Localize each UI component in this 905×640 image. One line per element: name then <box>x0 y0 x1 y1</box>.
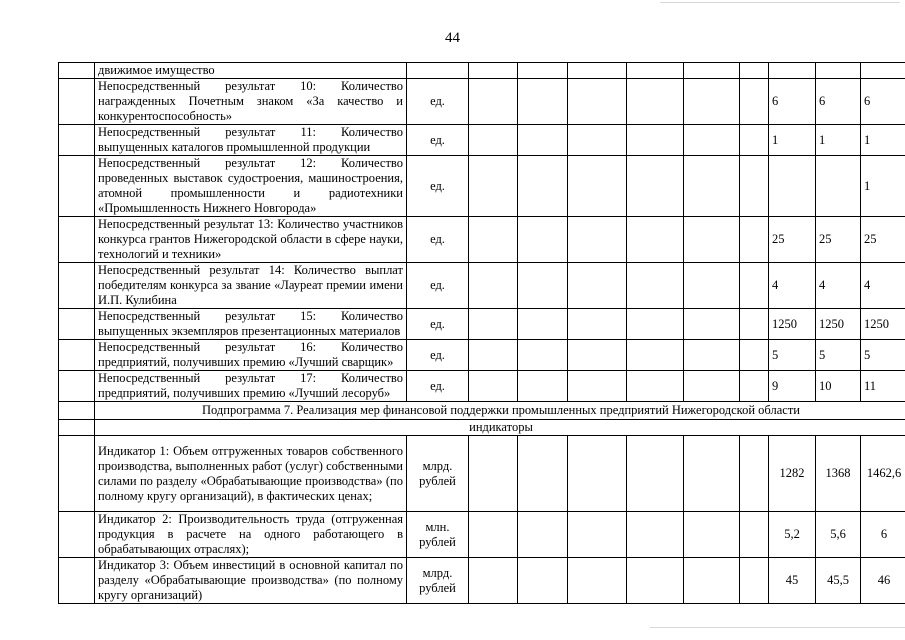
value-cell <box>684 436 740 512</box>
value-cell <box>740 558 769 604</box>
value-cell: 4 <box>816 263 861 309</box>
table-cell <box>59 371 95 402</box>
value-cell <box>627 512 684 558</box>
value-cell: 46 <box>861 558 905 604</box>
table-cell <box>816 63 861 79</box>
unit-cell: ед. <box>407 217 469 263</box>
table-cell <box>59 402 95 420</box>
value-cell <box>568 371 627 402</box>
table-cell <box>407 63 469 79</box>
value-cell <box>518 217 568 263</box>
value-cell: 6 <box>861 79 905 125</box>
value-cell <box>518 436 568 512</box>
value-cell <box>518 371 568 402</box>
value-cell <box>740 217 769 263</box>
table-row-top <box>59 63 905 79</box>
value-cell <box>469 125 518 156</box>
table-cell <box>59 512 95 558</box>
table-cell <box>59 436 95 512</box>
value-cell <box>740 125 769 156</box>
table-body <box>59 63 905 604</box>
table-cell <box>59 63 95 79</box>
value-cell: 6 <box>769 79 816 125</box>
top-row-label: движимое имущество <box>95 63 407 79</box>
row-label: Индикатор 3: Объем инвестиций в основной капитал по разделу «Обрабатывающие производства» (по полному кругу организаций) <box>95 558 407 604</box>
subprogram-row <box>59 402 905 420</box>
value-cell: 25 <box>816 217 861 263</box>
value-cell <box>518 156 568 217</box>
row-label: Непосредственный результат 15: Количество выпущенных экземпляров презентационных материалов <box>95 309 407 340</box>
table-row <box>59 263 905 309</box>
table-row <box>59 79 905 125</box>
table-cell <box>568 63 627 79</box>
value-cell <box>469 558 518 604</box>
table-cell <box>684 63 740 79</box>
value-cell: 6 <box>861 512 905 558</box>
value-cell: 10 <box>816 371 861 402</box>
value-cell: 5,6 <box>816 512 861 558</box>
row-label: Непосредственный результат 14: Количество выплат победителям конкурса за звание «Лауреат премии имени И.П. Кулибина <box>95 263 407 309</box>
value-cell <box>568 263 627 309</box>
value-cell <box>518 309 568 340</box>
value-cell <box>568 512 627 558</box>
page-number: 44 <box>445 30 460 46</box>
table-cell <box>59 156 95 217</box>
value-cell <box>684 371 740 402</box>
value-cell: 1 <box>816 125 861 156</box>
indicators-header-row <box>59 420 905 436</box>
table-cell <box>740 63 769 79</box>
value-cell <box>627 371 684 402</box>
unit-cell: млн. рублей <box>407 512 469 558</box>
value-cell <box>627 558 684 604</box>
value-cell <box>769 156 816 217</box>
value-cell: 5 <box>769 340 816 371</box>
row-label: Непосредственный результат 17: Количество предприятий, получивших премию «Лучший лесоруб» <box>95 371 407 402</box>
value-cell <box>740 156 769 217</box>
row-label: Индикатор 1: Объем отгруженных товаров собственного производства, выполненных работ (услуг) собственными силами по разделу «Обрабатывающие производства» (по полному кругу организаций), в фактических ценах; <box>95 436 407 512</box>
table-cell <box>59 125 95 156</box>
value-cell <box>568 558 627 604</box>
unit-cell: ед. <box>407 309 469 340</box>
row-label: Непосредственный результат 13: Количество участников конкурса грантов Нижегородской области в сфере науки, технологий и техники» <box>95 217 407 263</box>
value-cell: 5 <box>861 340 905 371</box>
table-cell <box>469 63 518 79</box>
value-cell: 1 <box>861 125 905 156</box>
table-cell <box>769 63 816 79</box>
value-cell <box>469 217 518 263</box>
unit-cell: млрд. рублей <box>407 558 469 604</box>
value-cell: 1 <box>769 125 816 156</box>
value-cell <box>518 340 568 371</box>
table-row <box>59 309 905 340</box>
row-label: Индикатор 2: Производительность труда (отгруженная продукция в расчете на одного работающего в обрабатывающих отраслях); <box>95 512 407 558</box>
value-cell <box>568 125 627 156</box>
value-cell <box>518 125 568 156</box>
table-cell <box>59 263 95 309</box>
value-cell <box>740 79 769 125</box>
value-cell <box>684 79 740 125</box>
value-cell: 5 <box>816 340 861 371</box>
unit-cell: млрд. рублей <box>407 436 469 512</box>
value-cell <box>684 125 740 156</box>
table-row <box>59 371 905 402</box>
indicators-header: индикаторы <box>95 420 905 436</box>
value-cell: 1 <box>861 156 905 217</box>
value-cell <box>684 340 740 371</box>
value-cell <box>684 309 740 340</box>
value-cell <box>518 512 568 558</box>
value-cell: 45 <box>769 558 816 604</box>
table-cell <box>59 217 95 263</box>
table-cell <box>861 63 905 79</box>
value-cell <box>469 340 518 371</box>
table-row <box>59 340 905 371</box>
table-cell <box>59 340 95 371</box>
data-table <box>58 62 905 604</box>
value-cell <box>740 309 769 340</box>
row-label: Непосредственный результат 10: Количество награжденных Почетным знаком «За качество и конкурентоспособность» <box>95 79 407 125</box>
value-cell: 11 <box>861 371 905 402</box>
value-cell <box>568 436 627 512</box>
value-cell: 25 <box>861 217 905 263</box>
value-cell <box>568 340 627 371</box>
value-cell: 1250 <box>861 309 905 340</box>
value-cell: 9 <box>769 371 816 402</box>
value-cell: 4 <box>861 263 905 309</box>
value-cell <box>627 309 684 340</box>
table-cell <box>518 63 568 79</box>
value-cell <box>469 79 518 125</box>
value-cell <box>568 79 627 125</box>
table-cell <box>59 79 95 125</box>
value-cell <box>684 263 740 309</box>
value-cell <box>469 263 518 309</box>
value-cell <box>469 371 518 402</box>
value-cell <box>568 156 627 217</box>
value-cell <box>518 263 568 309</box>
unit-cell: ед. <box>407 156 469 217</box>
row-label: Непосредственный результат 12: Количество проведенных выставок судостроения, машиностроения, атомной промышленности и радиотехники «Промышленность Нижнего Новгорода» <box>95 156 407 217</box>
row-label: Непосредственный результат 11: Количество выпущенных каталогов промышленной продукции <box>95 125 407 156</box>
table-row <box>59 512 905 558</box>
value-cell <box>740 436 769 512</box>
value-cell: 1368 <box>816 436 861 512</box>
unit-cell: ед. <box>407 125 469 156</box>
value-cell <box>469 436 518 512</box>
value-cell <box>684 558 740 604</box>
value-cell <box>740 263 769 309</box>
scan-artifact-line <box>650 627 905 628</box>
value-cell: 5,2 <box>769 512 816 558</box>
table-row <box>59 156 905 217</box>
table-cell <box>59 420 95 436</box>
value-cell <box>740 340 769 371</box>
row-label: Непосредственный результат 16: Количество предприятий, получивших премию «Лучший сварщик» <box>95 340 407 371</box>
unit-cell: ед. <box>407 263 469 309</box>
value-cell <box>627 263 684 309</box>
unit-cell: ед. <box>407 79 469 125</box>
value-cell: 1462,6 <box>861 436 905 512</box>
value-cell <box>627 156 684 217</box>
value-cell <box>568 309 627 340</box>
value-cell <box>469 512 518 558</box>
table-row <box>59 436 905 512</box>
value-cell <box>627 217 684 263</box>
value-cell: 6 <box>816 79 861 125</box>
value-cell: 25 <box>769 217 816 263</box>
value-cell <box>627 79 684 125</box>
value-cell: 1250 <box>816 309 861 340</box>
value-cell: 1250 <box>769 309 816 340</box>
scan-artifact-line <box>660 2 900 3</box>
value-cell <box>740 371 769 402</box>
value-cell <box>568 217 627 263</box>
value-cell: 1282 <box>769 436 816 512</box>
value-cell <box>684 217 740 263</box>
value-cell <box>740 512 769 558</box>
value-cell <box>518 79 568 125</box>
value-cell <box>518 558 568 604</box>
unit-cell: ед. <box>407 340 469 371</box>
table-cell <box>59 309 95 340</box>
value-cell <box>816 156 861 217</box>
table-cell <box>627 63 684 79</box>
subprogram-title: Подпрограмма 7. Реализация мер финансовой поддержки промышленных предприятий Нижегородской области <box>95 402 905 420</box>
value-cell <box>469 309 518 340</box>
value-cell <box>684 156 740 217</box>
value-cell: 45,5 <box>816 558 861 604</box>
table-row <box>59 125 905 156</box>
unit-cell: ед. <box>407 371 469 402</box>
table-row <box>59 558 905 604</box>
value-cell <box>684 512 740 558</box>
value-cell: 4 <box>769 263 816 309</box>
table-cell <box>59 558 95 604</box>
value-cell <box>627 436 684 512</box>
value-cell <box>627 340 684 371</box>
value-cell <box>469 156 518 217</box>
table-row <box>59 217 905 263</box>
value-cell <box>627 125 684 156</box>
